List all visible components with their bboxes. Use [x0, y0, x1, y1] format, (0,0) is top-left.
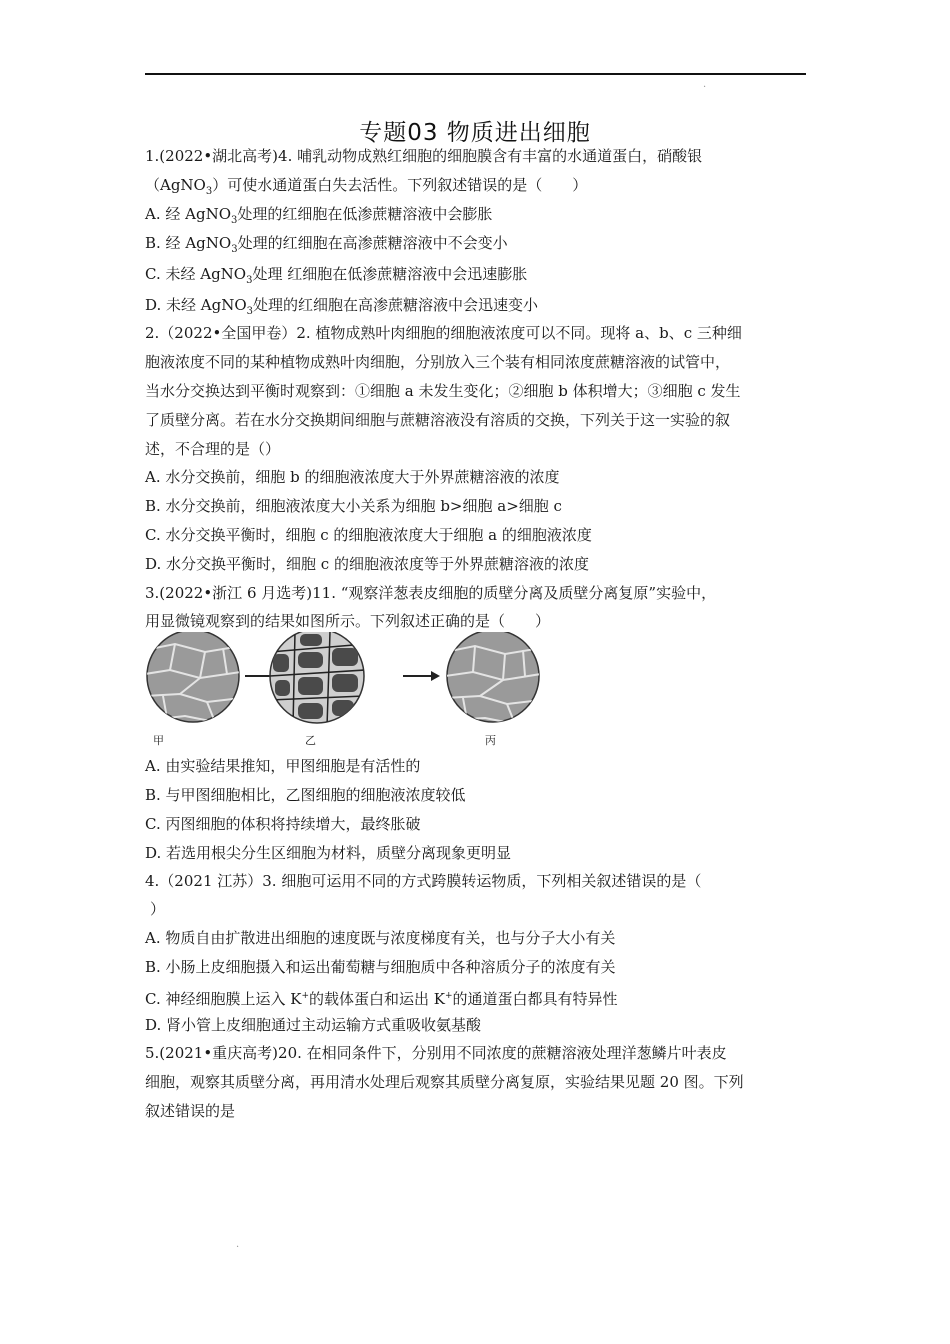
q2-stem-cont: 胞液浓度不同的某种植物成熟叶肉细胞，分别放入三个装有相同浓度蔗糖溶液的试管中，	[145, 353, 731, 371]
q2-option-a: A. 水分交换前，细胞 b 的细胞液浓度大于外界蔗糖溶液的浓度	[145, 468, 560, 486]
label-bing: 丙	[485, 734, 496, 747]
q3-option-b: B. 与甲图细胞相比，乙图细胞的细胞液浓度较低	[145, 786, 466, 804]
q5-stem-cont: 叙述错误的是	[145, 1102, 236, 1120]
q1-stem-cont: （AgNO$_3$）可使水通道蛋白失去活性。下列叙述错误的是（ ）	[145, 176, 588, 197]
micrograph-jia	[145, 632, 241, 722]
q5-stem-cont: 细胞，观察其质壁分离，再用清水处理后观察其质壁分离复原，实验结果见题 20 图。下列	[145, 1073, 744, 1091]
q2-option-b: B. 水分交换前，细胞液浓度大小关系为细胞 b>细胞 a>细胞 c	[145, 497, 562, 515]
q4-option-c: C. 神经细胞膜上运入 K+的载体蛋白和运出 K+的通道蛋白都具有特异性	[145, 990, 618, 1008]
q2-stem-cont: 述，不合理的是（）	[145, 440, 281, 458]
header-rule	[145, 73, 806, 75]
q4-stem: 4.（2021 江苏）3. 细胞可运用不同的方式跨膜转运物质，下列相关叙述错误的是（	[145, 872, 702, 890]
q1-option-a: A. 经 AgNO$_3$处理的红细胞在低渗蔗糖溶液中会膨胀	[145, 205, 493, 226]
q3-stem: 3.(2022•浙江 6 月选考)11. “观察洋葱表皮细胞的质壁分离及质壁分离复原”实验中，	[145, 584, 717, 602]
q1-stem: 1.(2022•湖北高考)4. 哺乳动物成熟红细胞的细胞膜含有丰富的水通道蛋白，硝酸银	[145, 147, 703, 165]
plasmolysis-figure	[145, 632, 545, 747]
q2-stem: 2.（2022•全国甲卷）2. 植物成熟叶肉细胞的细胞液浓度可以不同。现将 a、b、c 三种细	[145, 324, 742, 342]
q2-option-c: C. 水分交换平衡时，细胞 c 的细胞液浓度大于细胞 a 的细胞液浓度	[145, 526, 592, 544]
q4-option-b: B. 小肠上皮细胞摄入和运出葡萄糖与细胞质中各种溶质分子的浓度有关	[145, 958, 616, 976]
scan-speck: ·	[703, 82, 707, 93]
q3-option-a: A. 由实验结果推知，甲图细胞是有活性的	[145, 757, 421, 775]
micrograph-bing	[445, 632, 541, 724]
q1-option-c: C. 未经 AgNO$_3$处理 红细胞在低渗蔗糖溶液中会迅速膨胀	[145, 265, 528, 286]
q3-option-d: D. 若选用根尖分生区细胞为材料，质壁分离现象更明显	[145, 844, 512, 862]
micrograph-figure	[145, 632, 545, 747]
q2-stem-cont: 了质壁分离。若在水分交换期间细胞与蔗糖溶液没有溶质的交换，下列关于这一实验的叙	[145, 411, 731, 429]
label-jia: 甲	[153, 734, 164, 747]
q3-stem-cont: 用显微镜观察到的结果如图所示。下列叙述正确的是（ ）	[145, 612, 551, 630]
q3-option-c: C. 丙图细胞的体积将持续增大，最终胀破	[145, 815, 421, 833]
arrow-icon	[403, 671, 440, 681]
q4-stem-cont: ）	[150, 900, 166, 918]
q1-option-b: B. 经 AgNO$_3$处理的红细胞在高渗蔗糖溶液中不会变小	[145, 234, 508, 255]
q5-stem: 5.(2021•重庆高考)20. 在相同条件下，分别用不同浓度的蔗糖溶液处理洋葱鳞片叶表皮	[145, 1044, 727, 1062]
q1-option-d: D. 未经 AgNO$_3$处理的红细胞在高渗蔗糖溶液中会迅速变小	[145, 296, 539, 317]
micrograph-yi	[270, 632, 365, 727]
q4-option-d: D. 肾小管上皮细胞通过主动运输方式重吸收氨基酸	[145, 1016, 482, 1034]
q2-option-d: D. 水分交换平衡时，细胞 c 的细胞液浓度等于外界蔗糖溶液的浓度	[145, 555, 589, 573]
q4-option-a: A. 物质自由扩散进出细胞的速度既与浓度梯度有关，也与分子大小有关	[145, 929, 616, 947]
q2-stem-cont: 当水分交换达到平衡时观察到：①细胞 a 未发生变化；②细胞 b 体积增大；③细胞 c 发生	[145, 382, 741, 400]
scan-speck: ·	[236, 1242, 240, 1253]
page-title: 专题03 物质进出细胞	[359, 120, 591, 146]
label-yi: 乙	[305, 734, 316, 747]
